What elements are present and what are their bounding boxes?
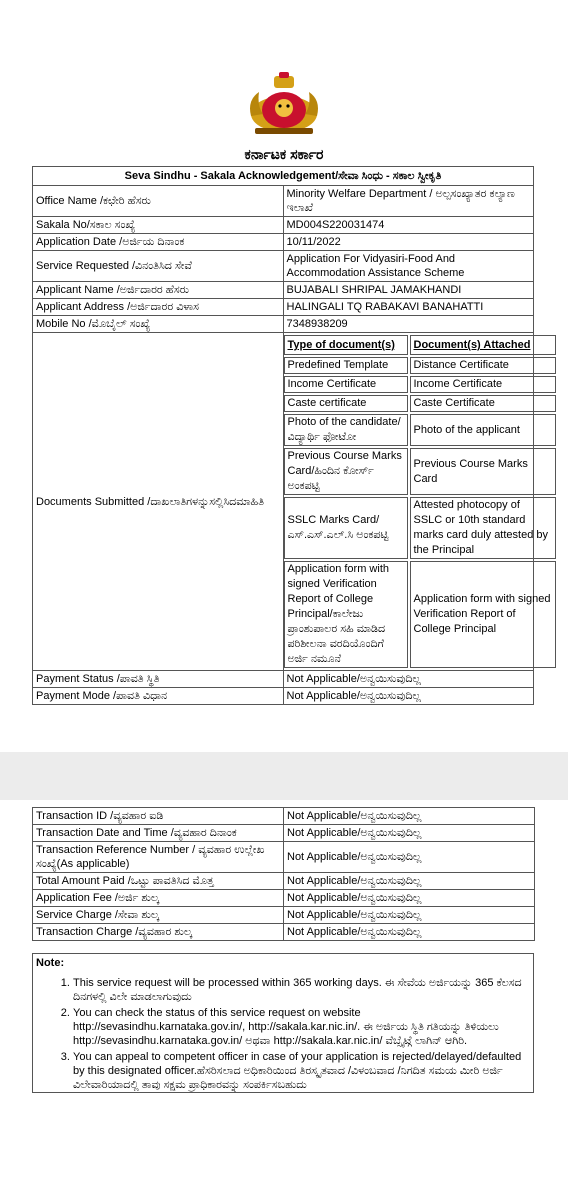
table-row xyxy=(33,842,535,873)
row-label: Transaction Reference Number / ವ್ಯವಹಾರ ಉಲ್ಲೇಖ ಸಂಖ್ಯೆ(As applicable) xyxy=(33,842,284,873)
document-row xyxy=(284,497,556,559)
documents-row xyxy=(33,333,534,671)
row-value: Not Applicable/ಅನ್ವಯಿಸುವುದಿಲ್ಲ xyxy=(284,873,535,890)
table-row xyxy=(33,316,534,333)
table-row xyxy=(33,688,534,705)
row-label: Payment Status /ಪಾವತಿ ಸ್ಥಿತಿ xyxy=(33,671,284,688)
row-label: Transaction Charge /ವ್ಯವಹಾರ ಶುಲ್ಕ xyxy=(33,924,284,941)
document-row xyxy=(284,395,556,412)
doc-type: Predefined Template xyxy=(284,357,408,374)
table-row xyxy=(33,907,535,924)
row-label: Total Amount Paid /ಒಟ್ಟು ಪಾವತಿಸಿದ ಮೊತ್ತ xyxy=(33,873,284,890)
row-value: Not Applicable/ಅನ್ವಯಿಸುವುದಿಲ್ಲ xyxy=(284,907,535,924)
row-value: Minority Welfare Department / ಅಲ್ಪಸಂಖ್ಯಾತರ ಕಲ್ಯಾಣ ಇಲಾಖೆ xyxy=(283,186,534,217)
table-row xyxy=(33,282,534,299)
row-value: Not Applicable/ಅನ್ವಯಿಸುವುದಿಲ್ಲ xyxy=(284,890,535,907)
table-row xyxy=(33,251,534,282)
document-row xyxy=(284,448,556,495)
row-value: Not Applicable/ಅನ್ವಯಿಸುವುದಿಲ್ಲ xyxy=(283,671,534,688)
row-label: Sakala No/ಸಕಾಲ ಸಂಖ್ಯೆ xyxy=(33,217,284,234)
row-value: BUJABALI SHRIPAL JAMAKHANDI xyxy=(283,282,534,299)
doc-type: Application form with signed Verification Report of College Principal/ಕಾಲೇಜು ಪ್ರಾಂಶುಪಾಲರ ಸಹಿ ಮಾಡಿದ ಪರಿಶೀಲನಾ ವರದಿಯೊಂದಿಗೆ ಅರ್ಜಿ ನಮೂನೆ xyxy=(284,561,408,668)
document-row xyxy=(284,357,556,374)
row-value: Not Applicable/ಅನ್ವಯಿಸುವುದಿಲ್ಲ xyxy=(284,825,535,842)
row-label: Payment Mode /ಪಾವತಿ ವಿಧಾನ xyxy=(33,688,284,705)
note-item: 1. This service request will be processed within 365 working days. ಈ ಸೇವೆಯ ಅರ್ಜಿಯನ್ನು 365 ಕೆಲಸದ ದಿನಗಳಲ್ಲಿ ವಿಲೇ ಮಾಡಲಾಗುವುದು xyxy=(73,976,533,1004)
table-row xyxy=(33,890,535,907)
table-row xyxy=(33,873,535,890)
doc-attached: Photo of the applicant xyxy=(410,414,556,446)
doc-attached: Application form with signed Verification Report of College Principal xyxy=(410,561,556,668)
doc-attached: Income Certificate xyxy=(410,376,556,393)
note-list xyxy=(33,976,533,1092)
note-title: Note: xyxy=(36,957,65,969)
table-row xyxy=(33,299,534,316)
document-row xyxy=(284,376,556,393)
table-row xyxy=(33,217,534,234)
row-label: Transaction ID /ವ್ಯವಹಾರ ಐಡಿ xyxy=(33,808,284,825)
row-value: Not Applicable/ಅನ್ವಯಿಸುವುದಿಲ್ಲ xyxy=(284,924,535,941)
row-value: HALINGALI TQ RABAKAVI BANAHATTI xyxy=(283,299,534,316)
doc-type-header: Type of document(s) xyxy=(284,335,408,355)
row-label: Transaction Date and Time /ವ್ಯವಹಾರ ದಿನಾಂಕ xyxy=(33,825,284,842)
row-label: Service Charge /ಸೇವಾ ಶುಲ್ಕ xyxy=(33,907,284,924)
note-box xyxy=(32,953,534,1093)
doc-attached-header: Document(s) Attached xyxy=(410,335,556,355)
doc-attached: Caste Certificate xyxy=(410,395,556,412)
row-label: Service Requested /ವಿನಂತಿಸಿದ ಸೇವೆ xyxy=(33,251,284,282)
row-label: Application Date /ಅರ್ಜಿಯ ದಿನಾಂಕ xyxy=(33,234,284,251)
doc-attached: Attested photocopy of SSLC or 10th standard marks card duly attested by the Principal xyxy=(410,497,556,559)
acknowledgement-title: Seva Sindhu - Sakala Acknowledgement/ಸೇವಾ ಸಿಂಧು - ಸಕಾಲ ಸ್ವೀಕೃತಿ xyxy=(33,167,534,186)
table-row xyxy=(33,825,535,842)
row-value: Not Applicable/ಅನ್ವಯಿಸುವುದಿಲ್ಲ xyxy=(284,808,535,825)
row-value: 7348938209 xyxy=(283,316,534,333)
doc-attached: Previous Course Marks Card xyxy=(410,448,556,495)
row-label: Applicant Name /ಅರ್ಜಿದಾರರ ಹೆಸರು xyxy=(33,282,284,299)
documents-label: Documents Submitted /ದಾಖಲಾತಿಗಳನ್ನುಸಲ್ಲಿಸಿದಮಾಹಿತಿ xyxy=(33,333,284,671)
document-row xyxy=(284,561,556,668)
doc-type: SSLC Marks Card/ಎಸ್.ಎಸ್.ಎಲ್.ಸಿ ಅಂಕಪಟ್ಟಿ xyxy=(284,497,408,559)
table-row xyxy=(33,924,535,941)
table-row xyxy=(33,671,534,688)
row-value: Not Applicable/ಅನ್ವಯಿಸುವುದಿಲ್ಲ xyxy=(284,842,535,873)
note-item: 3. You can appeal to competent officer in case of your application is rejected/delayed/defaulted by this designated officer.ಹೆಸರಿಸಲಾದ ಅಧಿಕಾರಿಯಿಂದ ತಿರಸ್ಕೃತವಾದ /ವಿಳಂಬವಾದ /ನಿಗದಿತ ಸಮಯ ಮೀರಿ ಅರ್ಜಿ ವಿಲೇವಾರಿಯಾದಲ್ಲಿ ತಾವು ಸಕ್ಷಮ ಪ್ರಾಧಿಕಾರವನ್ನು ಸಂಪರ್ಕಿಸಬಹುದು xyxy=(73,1050,533,1092)
row-value: Not Applicable/ಅನ್ವಯಿಸುವುದಿಲ್ಲ xyxy=(283,688,534,705)
row-label: Application Fee /ಅರ್ಜಿ ಶುಲ್ಕ xyxy=(33,890,284,907)
karnataka-emblem-icon xyxy=(245,70,323,136)
page-separator xyxy=(0,752,568,800)
note-item: 2. You can check the status of this service request on website http://sevasindhu.karnataka.gov.in/, http://sakala.kar.nic.in/. ಈ ಅರ್ಜಿಯ ಸ್ಥಿತಿ ಗತಿಯನ್ನು ತಿಳಿಯಲು http://sevasindhu.karnataka.gov.in/ ಅಥವಾ http://sakala.kar.nic.in/ ವೆಬ್ಸೈಟ್ಗೆ ಲಾಗಿನ್ ಆಗಿರಿ. xyxy=(73,1006,533,1048)
documents-table xyxy=(282,333,558,670)
row-label: Applicant Address /ಅರ್ಜಿದಾರರ ವಿಳಾಸ xyxy=(33,299,284,316)
document-row xyxy=(284,414,556,446)
transaction-table xyxy=(32,807,535,941)
row-label: Office Name /ಕಛೇರಿ ಹೆಸರು xyxy=(33,186,284,217)
table-row xyxy=(33,234,534,251)
row-value: Application For Vidyasiri-Food And Accommodation Assistance Scheme xyxy=(283,251,534,282)
doc-type: Income Certificate xyxy=(284,376,408,393)
doc-type: Photo of the candidate/ವಿದ್ಯಾರ್ಥಿ ಫೋಟೋ xyxy=(284,414,408,446)
row-value: 10/11/2022 xyxy=(283,234,534,251)
table-row xyxy=(33,808,535,825)
acknowledgement-table xyxy=(32,166,551,705)
row-label: Mobile No /ಮೊಬೈಲ್ ಸಂಖ್ಯೆ xyxy=(33,316,284,333)
doc-attached: Distance Certificate xyxy=(410,357,556,374)
doc-type: Caste certificate xyxy=(284,395,408,412)
table-row xyxy=(33,186,534,217)
government-title: ಕರ್ನಾಟಕ ಸರ್ಕಾರ xyxy=(244,146,324,162)
row-value: MD004S220031474 xyxy=(283,217,534,234)
doc-type: Previous Course Marks Card/ಹಿಂದಿನ ಕೋರ್ಸ್ ಅಂಕಪಟ್ಟಿ xyxy=(284,448,408,495)
